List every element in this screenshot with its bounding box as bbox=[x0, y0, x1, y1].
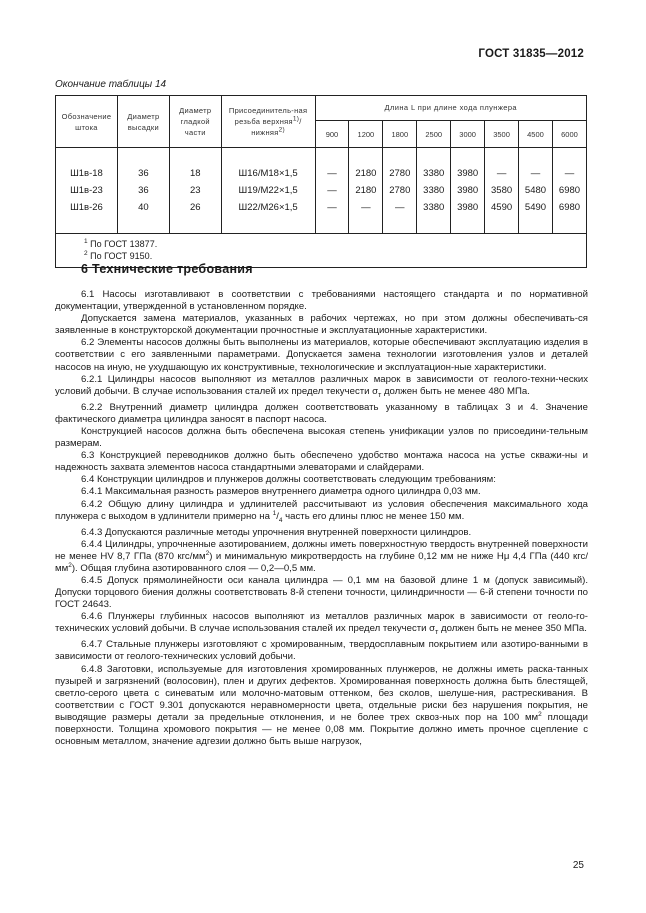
col-header-rod: Обозначение штока bbox=[56, 96, 118, 148]
paragraph: 6.3 Конструкцией переводников должно быть обеспечено удобство монтажа насоса на устье скважи-ны и надежность захвата элементов насоса стандартными элеваторами и слайдерами. bbox=[55, 450, 588, 474]
paragraph: 6.4.2 Общую длину цилиндра и удлинителей рассчитывают из условия обеспечения максимального хода плунжера с выходом в удлинители примерно на $^1/_4$ часть его длины плюс не менее 150 мм. bbox=[55, 498, 588, 524]
cell-rod: Ш1в-18 bbox=[56, 165, 118, 182]
document-header: ГОСТ 31835—2012 bbox=[478, 48, 584, 60]
cell-length: 3380 bbox=[417, 199, 451, 216]
table-row bbox=[56, 182, 587, 199]
col-header-seat: Диаметр высадки bbox=[117, 96, 169, 148]
paragraph: Допускается замена материалов, указанных в рабочих чертежах, но при этом должны обеспечивать-ся заявленные в конструкторской документации прочностные и эксплуатационные характеристики. bbox=[55, 313, 588, 337]
section-title: 6 Технические требования bbox=[81, 262, 253, 276]
paragraph: 6.4.1 Максимальная разность размеров внутреннего диаметра одного цилиндра 0,03 мм. bbox=[81, 486, 481, 498]
cell-length: 3980 bbox=[451, 165, 485, 182]
cell-length: 3980 bbox=[451, 199, 485, 216]
paragraph: 6.4.8 Заготовки, используемые для изготовления хромированных плунжеров, не должны иметь раска-танных пузырей и загрязнений (волосовин), плен и других дефектов. Хромированная поверхность должна быть блестящей, светло-серого цвета с синеватым или молочно-матовым оттенком, без сколов, шелуше-ния, растрескивания. В соответствии с ГОСТ 9.301 допускаются неравномерности цвета, отдельные риски без нарушения покрытия, не выводящие размеры детали за предельные отклонения, и не более трех сквоз-ных пор на 100 $мм^2$ площади поверхности. Толщина хромового покрытия — не менее 0,08 мм. Покрытие должно иметь прочное сцепление с основным металлом, значение адгезии должно быть выше нагрузок, bbox=[55, 663, 589, 748]
cell-smooth: 26 bbox=[169, 199, 221, 216]
cell-length: 2180 bbox=[349, 165, 383, 182]
cell-length: — bbox=[315, 199, 349, 216]
col-header-smooth: Диаметр гладкой части bbox=[169, 96, 221, 148]
col-header-length: Длина L при длине хода плунжера bbox=[315, 96, 586, 121]
paragraph: Конструкцией насосов должна быть обеспечена высокая степень унификации узлов по присоедини-тельным размерам. bbox=[55, 425, 588, 450]
cell-thread: Ш22/М26×1,5 bbox=[221, 199, 315, 216]
cell-thread: Ш16/М18×1,5 bbox=[221, 165, 315, 182]
paragraph: 6.4.6 Плунжеры глубинных насосов выполняют из металлов различных марок в зависимости от геоло-го-технических условий добычи. В случае использования сталей их предел текучести $\sigma_т$ должен быть не менее 350 МПа. bbox=[55, 611, 588, 637]
cell-length: 2780 bbox=[383, 165, 417, 182]
cell-rod: Ш1в-23 bbox=[56, 182, 118, 199]
paragraph: 6.4.3 Допускаются различные методы упрочнения внутренней поверхности цилиндров. bbox=[81, 526, 472, 538]
cell-length: 3980 bbox=[451, 182, 485, 199]
cell-length: 4590 bbox=[485, 199, 519, 216]
cell-length: 6980 bbox=[552, 182, 586, 199]
stroke-header: 6000 bbox=[552, 121, 586, 148]
cell-seat: 40 bbox=[117, 199, 169, 216]
cell-length: 5490 bbox=[519, 199, 553, 216]
stroke-header: 3000 bbox=[451, 121, 485, 148]
paragraph: 6.2.2 Внутренний диаметр цилиндра должен соответствовать указанному в таблицах 3 и 4. Значение фактического диаметра цилиндра заносят в паспорт насоса. bbox=[55, 401, 588, 425]
paragraph: 6.2 Элементы насосов должны быть выполнены из материалов, которые обеспечивают эксплуатацию изделия в соответствии с его заявленными параметрами. Допускается замена технологии изготовления узлов и деталей насосов на иную, не ухудшающую их конструктивные, технологические и эксплуатацион-ные характеристики. bbox=[55, 337, 588, 373]
stroke-header: 4500 bbox=[519, 121, 553, 148]
cell-length: 5480 bbox=[519, 182, 553, 199]
paragraph: 6.4 Конструкции цилиндров и плунжеров должны соответствовать следующим требованиям: bbox=[81, 474, 496, 486]
stroke-header: 1800 bbox=[383, 121, 417, 148]
cell-smooth: 18 bbox=[169, 165, 221, 182]
footnote-1: $^1$ По ГОСТ 13877. bbox=[84, 238, 158, 249]
cell-length: 2180 bbox=[349, 182, 383, 199]
stroke-header: 2500 bbox=[417, 121, 451, 148]
cell-seat: 36 bbox=[117, 165, 169, 182]
stroke-header: 900 bbox=[315, 121, 349, 148]
cell-length: 3380 bbox=[417, 182, 451, 199]
rod-table bbox=[55, 95, 587, 268]
cell-thread: Ш19/М22×1,5 bbox=[221, 182, 315, 199]
cell-length: 3580 bbox=[485, 182, 519, 199]
stroke-header: 1200 bbox=[349, 121, 383, 148]
cell-seat: 36 bbox=[117, 182, 169, 199]
paragraph: 6.4.5 Допуск прямолинейности оси канала цилиндра — 0,1 мм на базовой длине 1 м (допуск зависимый). Допуски торцового биения должны соответствовать 8-й степени точности, цилиндричности — 6-й степени точности по ГОСТ 24643. bbox=[55, 574, 588, 611]
cell-length: — bbox=[315, 182, 349, 199]
footnote-2: $^2$ По ГОСТ 9150. bbox=[84, 250, 153, 261]
table-caption: Окончание таблицы 14 bbox=[55, 79, 167, 90]
cell-length: — bbox=[552, 165, 586, 182]
cell-length: — bbox=[315, 165, 349, 182]
cell-length: — bbox=[519, 165, 553, 182]
cell-length: — bbox=[485, 165, 519, 182]
section-body bbox=[55, 289, 588, 748]
cell-length: 6980 bbox=[552, 199, 586, 216]
paragraph: 6.1 Насосы изготавливают в соответствии с требованиями настоящего стандарта и по нормативной документации, утвержденной в установленном порядке. bbox=[55, 289, 588, 313]
cell-smooth: 23 bbox=[169, 182, 221, 199]
paragraph: 6.2.1 Цилиндры насосов выполняют из металлов различных марок в зависимости от геолого-техни-ческих условий добычи. В случае использования сталей их предел текучести $\sigma_т$ должен быть не менее 480 МПа. bbox=[55, 373, 588, 399]
stroke-header: 3500 bbox=[485, 121, 519, 148]
col-header-thread: Присоединитель-ная резьба верхняя$^{1)}$/нижняя$^{2)}$ bbox=[221, 96, 315, 148]
cell-length: 3380 bbox=[417, 165, 451, 182]
paragraph: 6.4.4 Цилиндры, упрочненные азотированием, должны иметь поверхностную твердость внутренней поверхности не менее HV 8,7 ГПа (870 кгс/$мм^2$) и минимальную микротвердость на глубине 0,12 мм не ниже Hμ 4,4 ГПа (440 кгс/$мм^2$). Общая глубина азотированного слоя — 0,2—0,5 мм. bbox=[55, 538, 588, 574]
table-row bbox=[56, 165, 587, 182]
cell-length: — bbox=[383, 199, 417, 216]
page-number: 25 bbox=[572, 860, 584, 871]
cell-rod: Ш1в-26 bbox=[56, 199, 118, 216]
table-row bbox=[56, 199, 587, 216]
cell-length: — bbox=[349, 199, 383, 216]
paragraph: 6.4.7 Стальные плунжеры изготовляют с хромированным, твердосплавным покрытием или азотиро-ванными в зависимости от геолого-технических условий добычи. bbox=[55, 639, 588, 663]
cell-length: 2780 bbox=[383, 182, 417, 199]
